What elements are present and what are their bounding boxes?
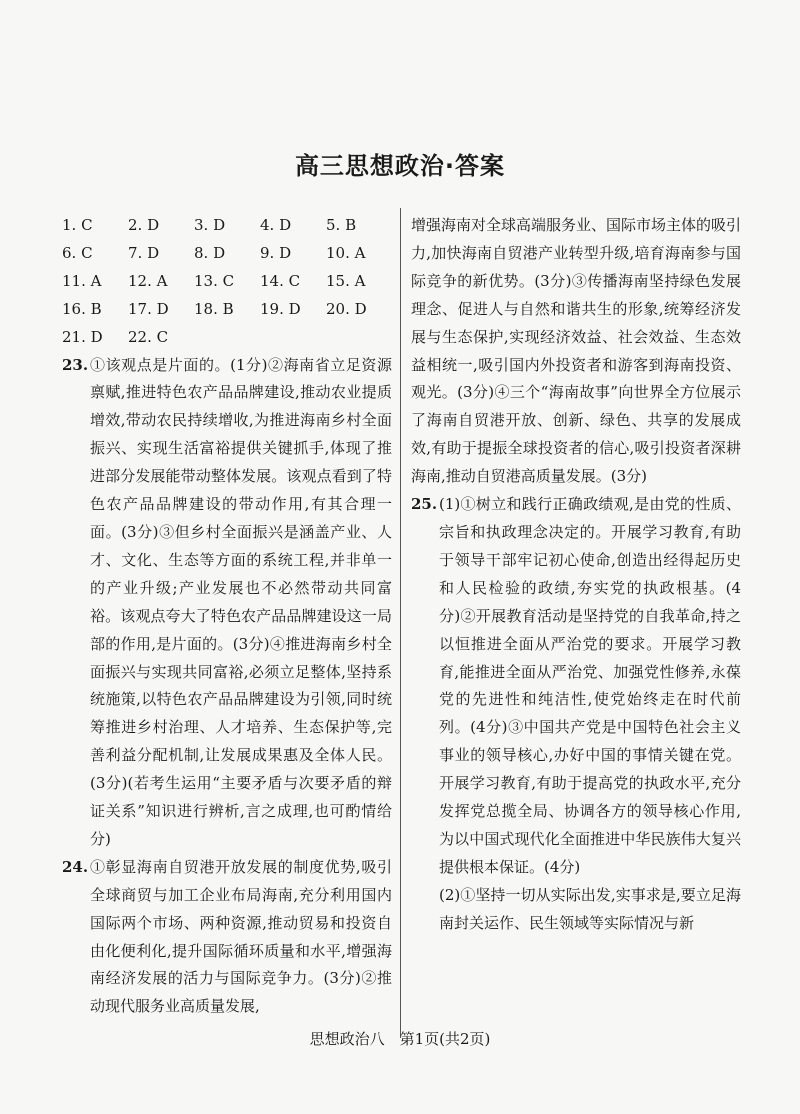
mc-answer: 3. D xyxy=(194,216,226,234)
question-number: 25. xyxy=(411,495,438,514)
question-24-answer xyxy=(62,854,392,1021)
mc-answer: 2. D xyxy=(128,216,160,234)
mc-answer: 6. C xyxy=(62,243,93,262)
mc-answer: 7. D xyxy=(128,243,160,262)
mc-answer: 13. C xyxy=(194,271,235,290)
mc-answer: 1. C xyxy=(62,216,93,234)
question-24-continued: 增强海南对全球高端服务业、国际市场主体的吸引力,加快海南自贸港产业转型升级,培育海南参与国际竞争的新优势。(3分)③传播海南坚持绿色发展理念、促进人与自然和谐共生的形象,统筹经济发展与生态保护,实现经济效益、社会效益、生态效益相统一,吸引国内外投资者和游客到海南投资、观光。(3分)④三个“海南故事”向世界全方位展示了海南自贸港开放、创新、绿色、共享的发展成效,有助于提振全球投资者的信心,吸引投资者深耕海南,推动自贸港高质量发展。(3分) xyxy=(411,216,742,486)
answer-text: ①彰显海南自贸港开放发展的制度优势,吸引全球商贸与加工企业布局海南,充分利用国内国际两个市场、两种资源,推动贸易和投资自由化便利化,提升国际循环质量和水平,增强海南经济发展的活力与国际竞争力。(3分)②推动现代服务业高质量发展, xyxy=(90,857,392,1016)
question-23-answer xyxy=(62,352,392,854)
column-divider xyxy=(400,208,401,1038)
mc-answer: 22. C xyxy=(128,327,169,346)
mc-answer: 16. B xyxy=(62,299,102,318)
question-25-answer xyxy=(411,491,741,938)
mc-answer: 18. B xyxy=(194,299,234,318)
mc-answer: 5. B xyxy=(326,216,357,234)
mc-answer: 4. D xyxy=(260,216,292,234)
mc-answer: 15. A xyxy=(326,271,366,290)
page-title: 高三思想政治·答案 xyxy=(294,152,506,180)
answer-text-part-1: (1)①树立和践行正确政绩观,是由党的性质、宗旨和执政理念决定的。开展学习教育,有助于领导干部牢记初心使命,创造出经得起历史和人民检验的政绩,夯实党的执政根基。(4分)②开展教育活动是坚持党的自我革命,持之以恒推进全面从严治党的要求。开展学习教育,能推进全面从严治党、加强党性修养,永葆党的先进性和纯洁性,使党始终走在时代前列。(4分)③中国共产党是中国特色社会主义事业的领导核心,办好中国的事情关键在党。开展学习教育,有助于提高党的执政水平,充分发挥党总揽全局、协调各方的领导核心作用,为以中国式现代化全面推进中华民族伟大复兴提供根本保证。(4分) xyxy=(439,495,741,876)
mc-answer: 12. A xyxy=(128,271,168,290)
right-column xyxy=(411,212,741,938)
mc-answer: 21. D xyxy=(62,327,103,346)
mc-answer: 20. D xyxy=(326,299,367,318)
mc-answer: 11. A xyxy=(62,271,102,290)
mc-answer: 17. D xyxy=(128,299,169,318)
mc-answer: 10. A xyxy=(326,243,366,262)
mc-answer: 19. D xyxy=(260,299,301,318)
question-number: 23. xyxy=(62,355,89,374)
answer-text-part-2: (2)①坚持一切从实际出发,实事求是,要立足海南封关运作、民生领域等实际情况与新 xyxy=(439,885,741,932)
question-number: 24. xyxy=(62,857,89,876)
left-column xyxy=(62,212,392,1021)
mc-answer: 14. C xyxy=(260,271,301,290)
multiple-choice-answers xyxy=(62,212,392,352)
mc-answer: 9. D xyxy=(260,243,292,262)
page-footer: 思想政治八 第1页(共2页) xyxy=(309,1030,491,1048)
answer-text: ①该观点是片面的。(1分)②海南省立足资源禀赋,推进特色农产品品牌建设,推动农业提质增效,带动农民持续增收,为推进海南乡村全面振兴、实现生活富裕提供关键抓手,体现了推进部分发展能带动整体发展。该观点看到了特色农产品品牌建设的带动作用,有其合理一面。(3分)③但乡村全面振兴是涵盖产业、人才、文化、生态等方面的系统工程,并非单一的产业升级;产业发展也不必然带动共同富裕。该观点夸大了特色农产品品牌建设这一局部的作用,是片面的。(3分)④推进海南乡村全面振兴与实现共同富裕,必须立足整体,坚持系统施策,以特色农产品品牌建设为引领,同时统筹推进乡村治理、人才培养、生态保护等,完善利益分配机制,让发展成果惠及全体人民。(3分)(若考生运用“主要矛盾与次要矛盾的辩证关系”知识进行辨析,言之成理,也可酌情给分) xyxy=(90,355,392,848)
mc-answer: 8. D xyxy=(194,243,226,262)
